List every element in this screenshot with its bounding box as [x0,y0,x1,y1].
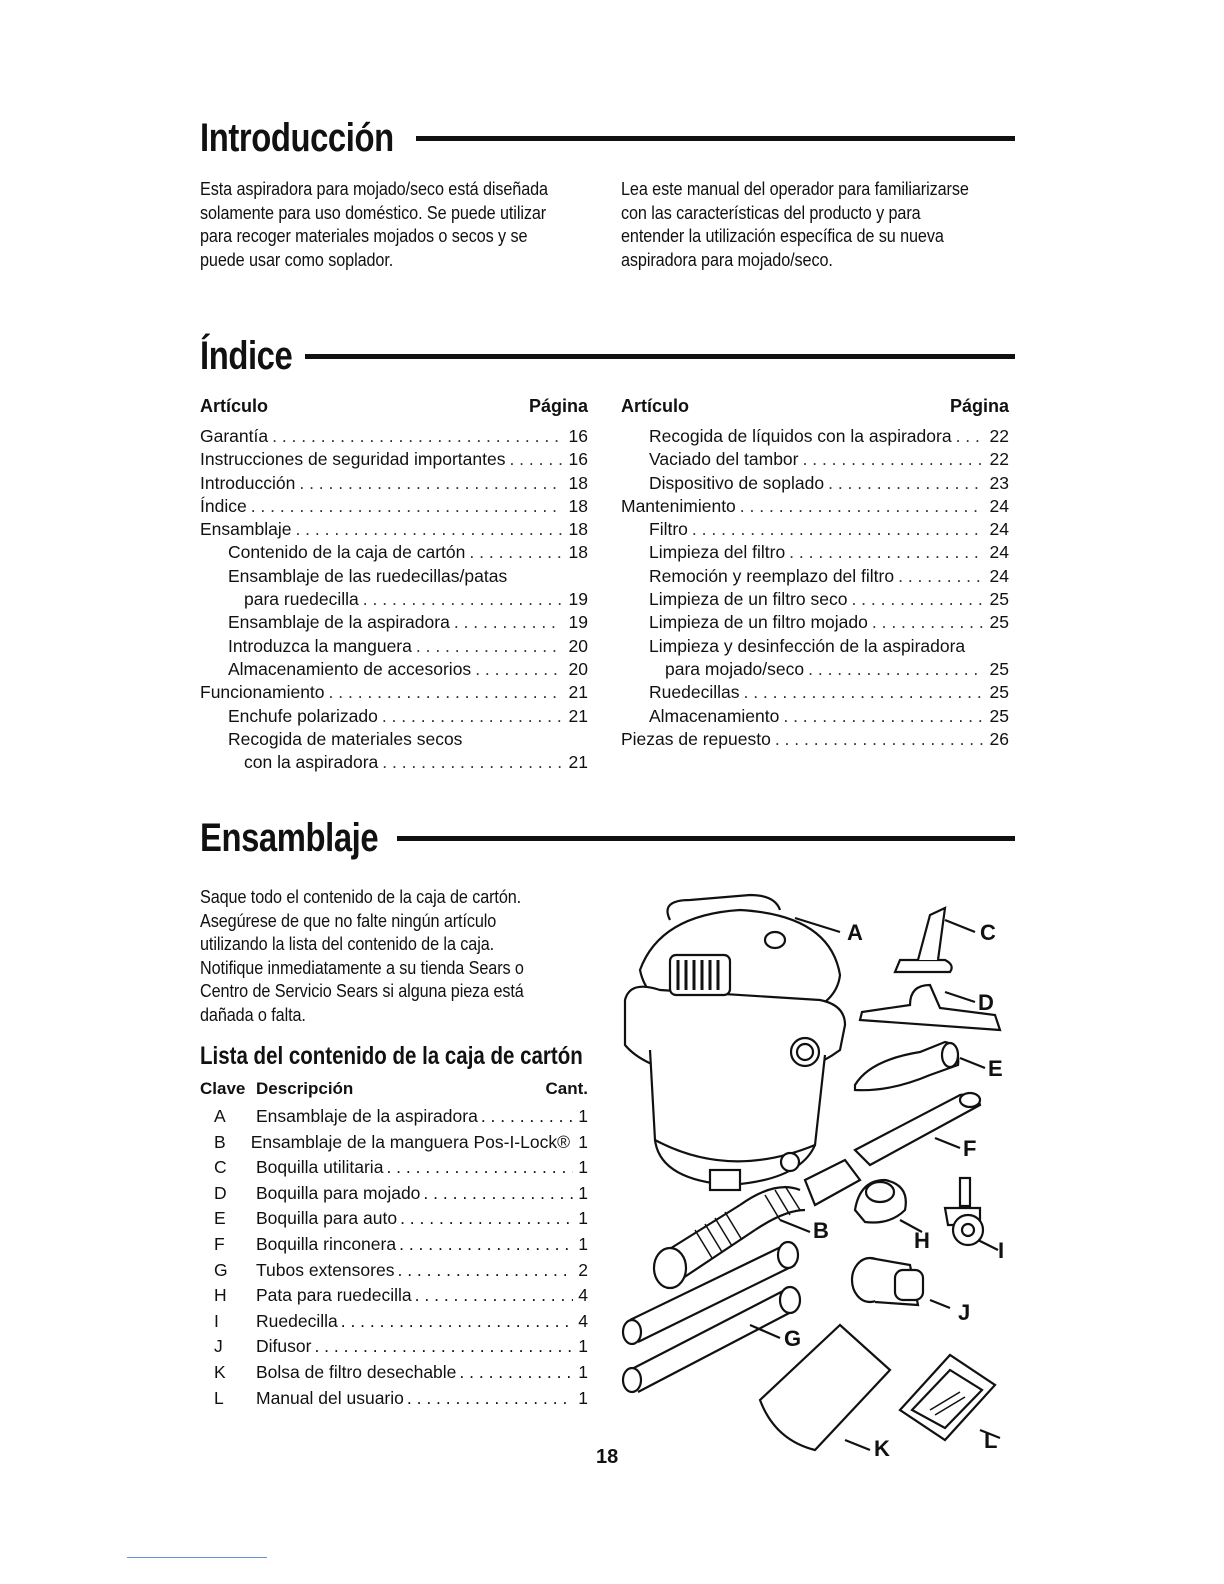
toc-leader-dots [743,681,983,704]
parts-illustration [600,880,1030,1480]
toc-entry-label: Ensamblaje [200,519,292,540]
contents-desc: Boquilla para mojado [256,1182,421,1203]
contents-qty: 1 [578,1182,588,1203]
intro-rule [416,136,1015,141]
toc-entry [200,425,588,448]
toc-entry-page: 24 [989,495,1009,516]
toc-entry [200,565,588,588]
toc-leader-dots [775,728,983,751]
contents-desc: Ensamblaje de la aspiradora [256,1106,478,1126]
filter-bag-drawing [760,1325,890,1450]
contents-leader-dots [314,1334,573,1360]
toc-entry-label: Instrucciones de seguridad importantes [200,449,506,470]
toc-entry-label: Filtro [649,519,688,540]
toc-leader-dots [851,588,983,611]
contents-qty: 1 [578,1233,588,1254]
toc-entry-page: 18 [568,519,588,540]
toc-entry [621,565,1009,588]
toc-entry-page: 21 [568,752,588,773]
index-right-header [621,396,1009,417]
assembly-heading [200,818,1015,858]
toc-entry-page: 20 [568,658,588,679]
contents-row [200,1309,588,1335]
contents-desc: Boquilla utilitaria [256,1157,384,1178]
contents-leader-dots [341,1309,573,1335]
toc-entry-page: 22 [989,449,1009,470]
contents-key: C [214,1157,227,1178]
index-right-article-label: Artículo [621,396,690,416]
contents-qty-label: Cant. [545,1079,588,1098]
contents-leader-dots [481,1104,573,1130]
contents-qty: 1 [578,1336,588,1357]
toc-entry-page: 20 [568,635,588,656]
contents-row [200,1130,588,1156]
contents-qty: 2 [578,1259,588,1280]
toc-entry [621,425,1009,448]
toc-entry-label: Mantenimiento [621,495,736,516]
contents-row [200,1232,588,1258]
toc-entry-page: 18 [568,495,588,516]
index-left-column [200,396,588,774]
contents-row [200,1283,588,1309]
assembly-paragraph: Saque todo el contenido de la caja de cartón. Asegúrese de que no falte ningún artículo utilizando la lista del contenido de la caja. Notifique inmediatamente a su tienda Sears o Centro de Servicio Sears si alguna pieza está dañada o falta. [200,887,524,1025]
toc-leader-dots [509,448,562,471]
toc-entry-label: Limpieza del filtro [649,542,786,563]
toc-leader-dots [783,705,983,728]
toc-entry [200,448,588,471]
index-right-page-label: Página [949,396,1009,416]
label-K: K [874,1436,890,1461]
extension-tubes-drawing [623,1242,800,1392]
toc-entry-label: Remoción y reemplazo del filtro [649,565,895,586]
toc-leader-dots [382,705,562,728]
toc-entry-label: Recogida de materiales secos [228,728,463,749]
toc-entry-page: 25 [989,682,1009,703]
toc-entry [621,705,1009,728]
toc-leader-dots [363,588,562,611]
toc-entry-label: con la aspiradora [244,752,379,773]
contents-qty: 1 [578,1106,588,1126]
footer-link-line [127,1557,267,1558]
toc-entry-label: Dispositivo de soplado [649,472,825,493]
toc-leader-dots [454,611,562,634]
contents-leader-dots [397,1258,573,1284]
toc-entry-label: Limpieza de un filtro seco [649,589,848,610]
contents-row [200,1104,588,1130]
toc-entry [200,588,588,611]
contents-qty: 1 [578,1387,588,1408]
toc-entry-page: 25 [989,658,1009,679]
toc-entry [200,635,588,658]
toc-entry-label: Vaciado del tambor [649,449,799,470]
toc-entry [621,658,1009,681]
toc-leader-dots [299,472,562,495]
index-left-page-label: Página [528,396,588,416]
label-C: C [980,920,996,945]
toc-entry-page: 21 [568,705,588,726]
toc-entry [621,611,1009,634]
toc-entry-label: Piezas de repuesto [621,728,771,749]
toc-entry-label: Introduzca la manguera [228,635,412,656]
contents-row [200,1206,588,1232]
toc-leader-dots [692,518,983,541]
assembly-rule [397,836,1015,841]
toc-entry [621,588,1009,611]
toc-leader-dots [789,541,983,564]
toc-entry [200,751,588,774]
toc-entry-label: para mojado/seco [665,658,805,679]
contents-desc: Ensamblaje de la manguera Pos-I-Lock® [250,1131,570,1152]
toc-entry-label: Introducción [200,472,296,493]
label-D: D [978,990,994,1015]
toc-leader-dots [295,518,562,541]
toc-entry-page: 26 [989,728,1009,749]
toc-entry [621,472,1009,495]
toc-entry [200,495,588,518]
toc-entry-page: 19 [568,612,588,633]
index-heading [200,336,1015,376]
diffuser-drawing [852,1258,950,1308]
intro-heading [200,118,1015,158]
contents-leader-dots [407,1386,573,1412]
contents-title: Lista del contenido de la caja de cartón [200,1042,583,1070]
contents-qty: 1 [578,1208,588,1229]
contents-qty: 1 [578,1131,588,1152]
toc-entry [200,541,588,564]
toc-leader-dots [329,681,562,704]
contents-key: K [214,1361,226,1382]
label-L: L [984,1428,998,1453]
contents-key: H [214,1285,227,1306]
index-left-header [200,396,588,417]
index-left-article-label: Artículo [200,396,269,416]
toc-entry [200,728,588,751]
label-B: B [813,1218,829,1243]
contents-key: G [214,1259,228,1280]
toc-entry-label: Ensamblaje de las ruedecillas/patas [228,565,508,586]
contents-desc: Bolsa de filtro desechable [256,1361,457,1382]
toc-entry-page: 25 [989,612,1009,633]
contents-list [200,1104,588,1411]
contents-desc: Pata para ruedecilla [256,1285,412,1306]
toc-entry-page: 25 [989,705,1009,726]
utility-nozzle-drawing [895,908,975,972]
toc-entry [621,518,1009,541]
toc-entry-page: 19 [568,589,588,610]
toc-entry-page: 24 [989,565,1009,586]
contents-leader-dots [459,1360,573,1386]
toc-entry [621,681,1009,704]
toc-entry-label: para ruedecilla [244,589,359,610]
intro-title: Introducción [200,116,394,160]
contents-key-label: Clave [200,1079,246,1098]
contents-key: L [214,1387,224,1408]
toc-entry-page: 16 [568,426,588,446]
toc-entry-label: Limpieza de un filtro mojado [649,612,868,633]
contents-desc: Boquilla para auto [256,1208,398,1229]
toc-leader-dots [251,495,562,518]
toc-leader-dots [956,425,983,448]
contents-header [200,1079,588,1099]
toc-entry-label: Enchufe polarizado [228,705,378,726]
contents-key: E [214,1208,226,1229]
contents-row [200,1181,588,1207]
intro-left-paragraph: Esta aspiradora para mojado/seco está diseñada solamente para uso doméstico. Se puede utilizar para recoger materiales mojados o secos y se puede usar como soplador. [200,179,548,270]
contents-qty: 4 [578,1310,588,1331]
toc-entry-page: 24 [989,542,1009,563]
toc-entry [621,448,1009,471]
toc-entry-page: 21 [568,682,588,703]
toc-entry-page: 25 [989,589,1009,610]
toc-entry-label: Almacenamiento [649,705,780,726]
contents-desc: Boquilla rinconera [256,1233,397,1254]
assembly-title: Ensamblaje [200,816,379,860]
toc-entry-label: Funcionamiento [200,682,325,703]
toc-leader-dots [828,472,983,495]
contents-desc: Tubos extensores [256,1259,395,1280]
caster-foot-drawing [855,1180,922,1232]
contents-key: I [214,1310,219,1331]
toc-entry-label: Ensamblaje de la aspiradora [228,612,450,633]
vacuum-drawing [625,895,845,1190]
contents-desc: Ruedecilla [256,1310,338,1331]
contents-key: D [214,1182,227,1203]
contents-leader-dots [400,1206,573,1232]
contents-row [200,1334,588,1360]
toc-leader-dots [475,658,562,681]
toc-entry-label: Garantía [200,426,269,446]
toc-entry-page: 16 [568,449,588,470]
toc-leader-dots [272,425,562,448]
label-H: H [914,1228,930,1253]
index-title: Índice [200,334,293,378]
contents-row [200,1258,588,1284]
parts-illustration-svg [600,880,1030,1480]
toc-entry [200,681,588,704]
contents-row [200,1386,588,1412]
toc-leader-dots [803,448,984,471]
toc-leader-dots [898,565,983,588]
contents-leader-dots [399,1232,573,1258]
hose-drawing [654,1160,860,1288]
toc-leader-dots [382,751,562,774]
contents-qty: 1 [578,1361,588,1382]
toc-entry [621,541,1009,564]
toc-entry-page: 24 [989,519,1009,540]
label-J: J [958,1300,971,1325]
toc-entry [621,635,1009,658]
contents-leader-dots [415,1283,573,1309]
toc-leader-dots [416,635,562,658]
toc-leader-dots [469,541,562,564]
contents-desc-label: Descripción [256,1079,354,1098]
toc-entry [621,495,1009,518]
toc-entry-page: 22 [989,426,1009,446]
contents-leader-dots [423,1181,573,1207]
label-E: E [988,1056,1003,1081]
toc-entry [621,728,1009,751]
contents-key: A [214,1106,226,1126]
contents-key: B [214,1131,226,1152]
index-rule [305,354,1015,359]
toc-entry-label: Ruedecillas [649,682,740,703]
toc-leader-dots [740,495,983,518]
contents-leader-dots [386,1155,573,1181]
toc-entry-label: Limpieza y desinfección de la aspiradora [649,635,966,656]
toc-entry [200,658,588,681]
toc-entry-page: 23 [989,472,1009,493]
toc-entry-label: Almacenamiento de accesorios [228,658,472,679]
toc-leader-dots [872,611,983,634]
toc-entry [200,611,588,634]
contents-qty: 4 [578,1285,588,1306]
label-A: A [847,920,863,945]
toc-entry [200,705,588,728]
toc-entry-label: Índice [200,495,247,516]
crevice-nozzle-drawing [855,1093,980,1165]
toc-entry-page: 18 [568,542,588,563]
toc-entry-label: Recogida de líquidos con la aspiradora [649,426,952,446]
contents-key: F [214,1233,225,1254]
contents-desc: Difusor [256,1336,312,1357]
caster-drawing [945,1178,998,1250]
index-right-column [621,396,1009,751]
contents-qty: 1 [578,1157,588,1178]
label-G: G [784,1326,802,1351]
toc-entry [200,472,588,495]
contents-key: J [214,1336,223,1357]
contents-desc: Manual del usuario [256,1387,404,1408]
toc-entry-page: 18 [568,472,588,493]
page-number: 18 [596,1446,619,1468]
toc-leader-dots [808,658,983,681]
label-F: F [963,1136,977,1161]
car-nozzle-drawing [855,1042,985,1090]
intro-right-paragraph: Lea este manual del operador para familiarizarse con las características del producto y para entender la utilización específica de su nueva aspiradora para mojado/seco. [621,179,969,270]
toc-entry-label: Contenido de la caja de cartón [228,542,466,563]
toc-entry [200,518,588,541]
contents-row [200,1360,588,1386]
label-I: I [998,1238,1005,1263]
contents-row [200,1155,588,1181]
